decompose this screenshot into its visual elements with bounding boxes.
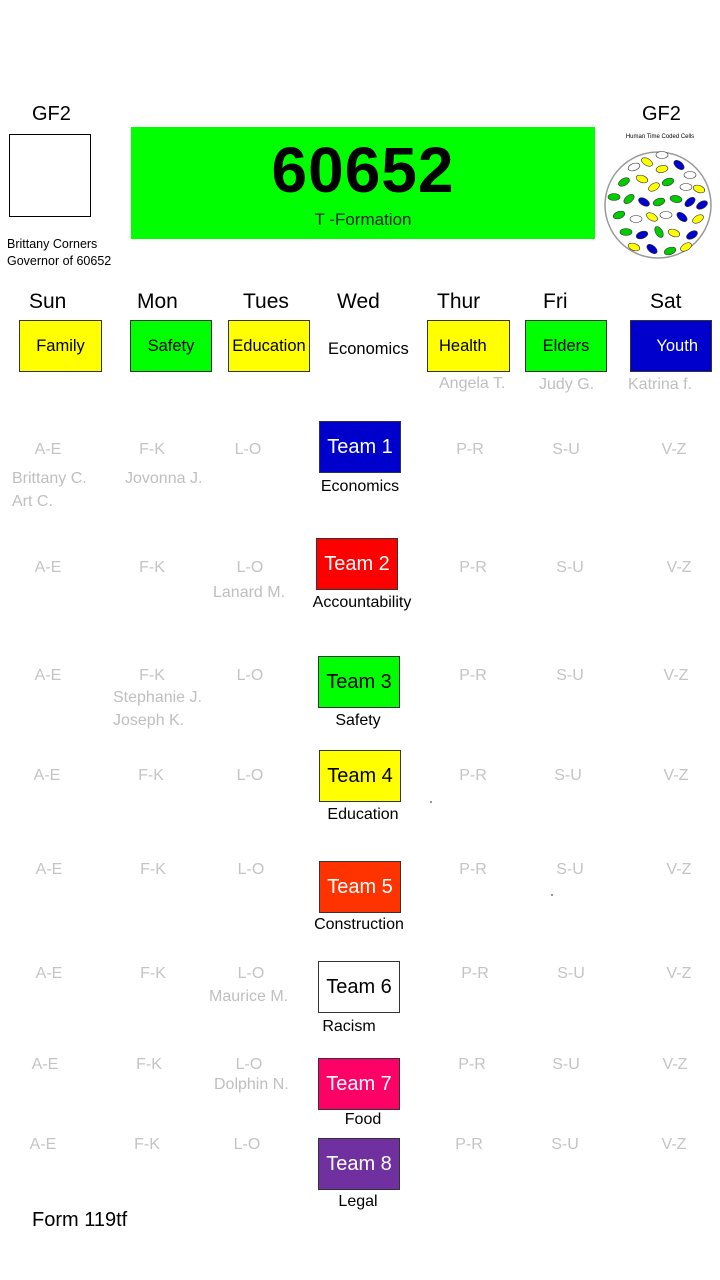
letter-range: A-E (35, 861, 63, 878)
letter-range: S-U (556, 667, 584, 684)
letter-range: P-R (459, 861, 487, 878)
letter-range: P-R (459, 559, 487, 576)
letter-range: F-K (139, 559, 165, 576)
gf-right-label: GF2 (642, 103, 681, 125)
letter-range: L-O (236, 559, 264, 576)
letter-range: F-K (138, 767, 164, 784)
letter-range: L-O (237, 861, 265, 878)
team-box-3: Team 3 (318, 656, 400, 708)
governor-name: Brittany Corners (7, 237, 98, 251)
letter-range: A-E (29, 1136, 57, 1153)
letter-range: V-Z (666, 861, 692, 878)
team-label-2: Accountability (312, 594, 412, 611)
person-fri: Judy G. (539, 376, 595, 393)
category-family: Family (19, 320, 102, 372)
team-box-2: Team 2 (316, 538, 398, 590)
letter-range: A-E (31, 1056, 59, 1073)
letter-range: S-U (552, 1056, 580, 1073)
team-label-6: Racism (322, 1018, 376, 1035)
human-cells-icon (604, 147, 712, 262)
governor-photo-placeholder (9, 134, 91, 217)
letter-range: S-U (551, 1136, 579, 1153)
letter-range: P-R (459, 767, 487, 784)
letter-range: A-E (34, 667, 62, 684)
category-youth: Youth (630, 320, 712, 372)
member-name: Lanard M. (213, 584, 286, 601)
category-economics: Economics (328, 340, 409, 358)
letter-range: V-Z (662, 1056, 688, 1073)
letter-range: S-U (552, 441, 580, 458)
day-wed: Wed (337, 290, 380, 313)
letter-range: V-Z (661, 441, 687, 458)
member-name: Stephanie J. (113, 689, 202, 706)
letter-range: F-K (136, 1056, 162, 1073)
letter-range: L-O (233, 1136, 261, 1153)
letter-range: P-R (455, 1136, 483, 1153)
letter-range: P-R (461, 965, 489, 982)
letter-range: S-U (557, 965, 585, 982)
letter-range: F-K (140, 861, 166, 878)
zip-banner (131, 127, 595, 239)
team-label-1: Economics (320, 478, 400, 495)
team-label-4: Education (327, 806, 399, 823)
team-box-1: Team 1 (319, 421, 401, 473)
day-sat: Sat (650, 290, 682, 313)
gf-left-label: GF2 (32, 103, 71, 125)
member-name: Art C. (12, 493, 53, 510)
letter-range: F-K (134, 1136, 160, 1153)
day-mon: Mon (137, 290, 178, 313)
team-box-5: Team 5 (319, 861, 401, 913)
day-thur: Thur (437, 290, 481, 313)
day-sun: Sun (29, 290, 67, 313)
member-name: Joseph K. (113, 712, 185, 729)
member-name: Dolphin N. (214, 1076, 289, 1093)
letter-range: A-E (35, 965, 63, 982)
stray-dot (430, 801, 432, 803)
letter-range: L-O (236, 667, 264, 684)
letter-range: F-K (140, 965, 166, 982)
form-number: Form 119tf (32, 1209, 128, 1231)
cells-title: Human Time Coded Cells (625, 134, 695, 140)
letter-range: L-O (237, 965, 265, 982)
team-box-6: Team 6 (318, 961, 400, 1013)
letter-range: V-Z (661, 1136, 687, 1153)
zip-code: 60652 (271, 134, 455, 206)
letter-range: S-U (556, 559, 584, 576)
team-box-8: Team 8 (318, 1138, 400, 1190)
category-elders: Elders (525, 320, 607, 372)
letter-range: P-R (456, 441, 484, 458)
category-safety: Safety (130, 320, 212, 372)
letter-range: A-E (34, 559, 62, 576)
letter-range: L-O (234, 441, 262, 458)
member-name: Brittany C. (12, 470, 87, 487)
letter-range: A-E (34, 441, 62, 458)
letter-range: V-Z (663, 667, 689, 684)
letter-range: A-E (33, 767, 61, 784)
governor-title: Governor of 60652 (7, 254, 112, 268)
person-sat: Katrina f. (628, 376, 693, 393)
letter-range: F-K (139, 667, 165, 684)
letter-range: F-K (139, 441, 165, 458)
category-health: Health (427, 320, 510, 372)
letter-range: V-Z (663, 767, 689, 784)
letter-range: P-R (459, 667, 487, 684)
team-label-3: Safety (335, 712, 381, 729)
stray-dot (551, 894, 553, 896)
team-box-7: Team 7 (318, 1058, 400, 1110)
letter-range: S-U (556, 861, 584, 878)
letter-range: V-Z (666, 559, 692, 576)
person-thur: Angela T. (439, 375, 506, 392)
member-name: Maurice M. (209, 988, 289, 1005)
letter-range: P-R (458, 1056, 486, 1073)
letter-range: V-Z (666, 965, 692, 982)
category-education: Education (228, 320, 310, 372)
team-label-5: Construction (314, 916, 404, 933)
letter-range: L-O (235, 1056, 263, 1073)
team-box-4: Team 4 (319, 750, 401, 802)
member-name: Jovonna J. (125, 470, 203, 487)
letter-range: S-U (554, 767, 582, 784)
day-fri: Fri (543, 290, 568, 313)
formation-label: T -Formation (314, 210, 412, 229)
team-label-7: Food (344, 1111, 382, 1128)
day-tues: Tues (243, 290, 289, 313)
team-label-8: Legal (338, 1193, 378, 1210)
letter-range: L-O (236, 767, 264, 784)
